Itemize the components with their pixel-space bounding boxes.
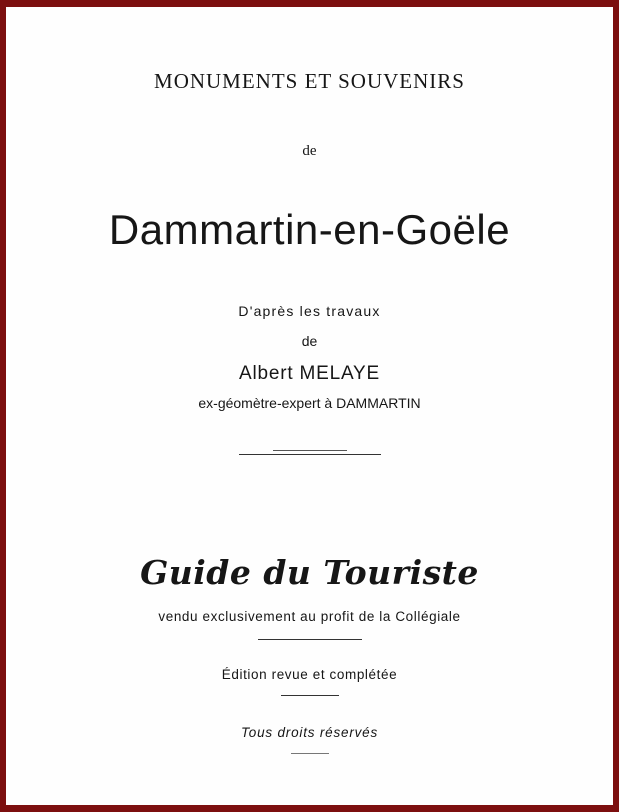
author-role: ex-géomètre-expert à DAMMARTIN xyxy=(198,395,421,411)
sold-note: vendu exclusivement au profit de la Collégiale xyxy=(158,609,461,624)
separator-rule-2 xyxy=(258,639,362,640)
separator-rule-upper xyxy=(273,450,347,451)
author-name: Albert MELAYE xyxy=(239,363,380,384)
preposition-author: de xyxy=(301,333,318,349)
rights-note: Tous droits réservés xyxy=(240,725,379,740)
after-works-line: D'après les travaux xyxy=(238,303,381,319)
edition-note: Édition revue et complétée xyxy=(221,667,398,682)
separator-rule-4 xyxy=(291,753,329,754)
guide-title: Guide du Touriste xyxy=(140,553,479,592)
preposition-top: de xyxy=(302,143,317,159)
separator-rule-3 xyxy=(281,695,339,696)
separator-rule xyxy=(239,454,381,455)
town-title: Dammartin-en-Goële xyxy=(108,206,511,253)
collection-header: MONUMENTS ET SOUVENIRS xyxy=(154,69,465,93)
